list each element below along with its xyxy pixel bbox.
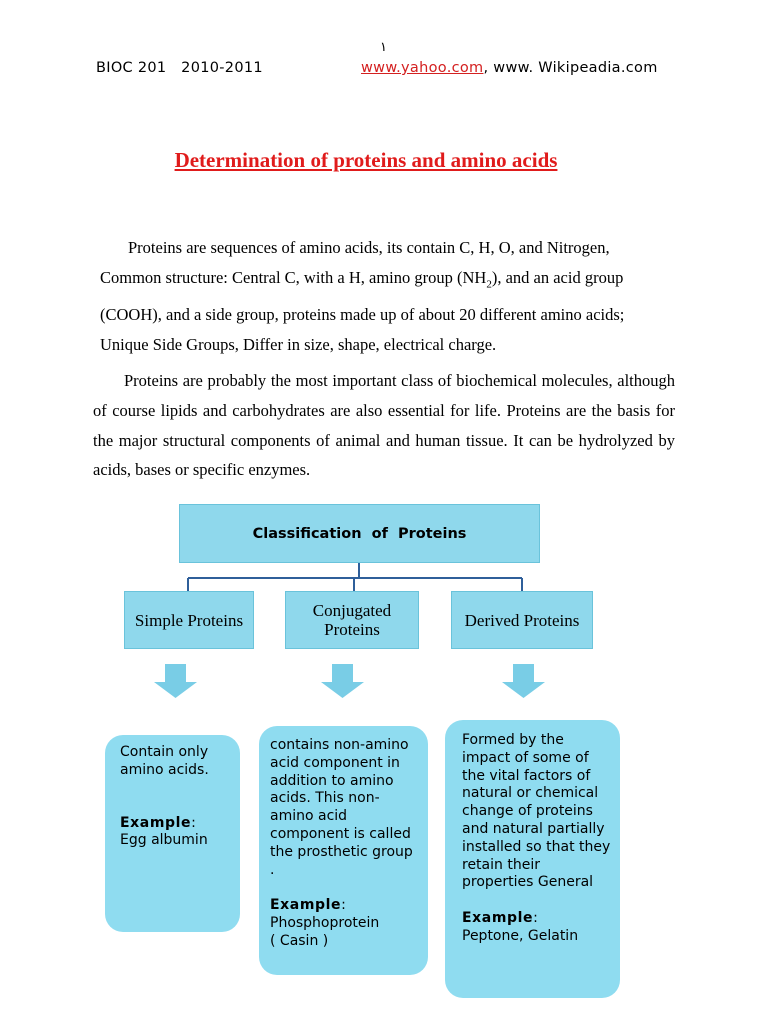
down-arrow-icon [154,664,197,698]
conjugated-example-value-2: ( Casin ) [270,932,329,949]
down-arrow-icon [321,664,364,698]
derived-proteins-detail [445,720,620,998]
category-conjugated-proteins: Conjugated Proteins [285,591,419,649]
simple-description: Contain only amino acids. [120,744,209,778]
tree-connector-lines [188,561,522,591]
page-number-marker: ١ [380,40,387,55]
simple-example-value: Egg albumin [120,832,208,849]
paragraph-intro-line3: (COOH), and a side group, proteins made up of about 20 different amino acids; [100,304,625,324]
derived-example-value: Peptone, Gelatin [462,927,579,944]
classification-root-box: Classification of Proteins [179,504,540,563]
derived-description: Formed by the impact of some of the vital factors of natural or chemical change of proteins and natural partially installed so that they retain their properties General [462,732,611,891]
category-derived-proteins: Derived Proteins [451,591,593,649]
conjugated-description: contains non-amino acid component in addition to amino acids. This non-amino acid component is called the prosthetic group . [270,737,413,878]
simple-example-label: Example: [120,814,196,831]
course-header: BIOC 201 2010-2011 [96,60,263,76]
yahoo-link[interactable]: www.yahoo.com [361,60,484,76]
conjugated-example-label: Example: [270,897,346,914]
conjugated-proteins-detail [259,726,428,975]
category-simple-proteins: Simple Proteins [124,591,254,649]
down-arrow-icon [502,664,545,698]
source-rest: , www. Wikipeadia.com [483,60,658,76]
paragraph-intro-line2: Common structure: Central C, with a H, amino group $(NH_2)$, and an acid group [100,267,624,291]
simple-proteins-detail [105,735,240,932]
conjugated-example-value: Phosphoprotein [270,915,380,932]
page-title: Determination of proteins and amino acids [174,148,558,172]
derived-example-label: Example: [462,910,538,927]
paragraph-importance: Proteins are probably the most important class of biochemical molecules, although of course lipids and carbohydrates are also essential for life. Proteins are the basis for the major structural components of animal and human tissue. It can be hydrolyzed by acids, bases or specific enzymes. [93,371,675,480]
paragraph-intro-line1: Proteins are sequences of amino acids, its contain C, H, O, and Nitrogen, [128,238,610,257]
paragraph-intro-line4: Unique Side Groups, Differ in size, shape, electrical charge. [100,334,497,354]
